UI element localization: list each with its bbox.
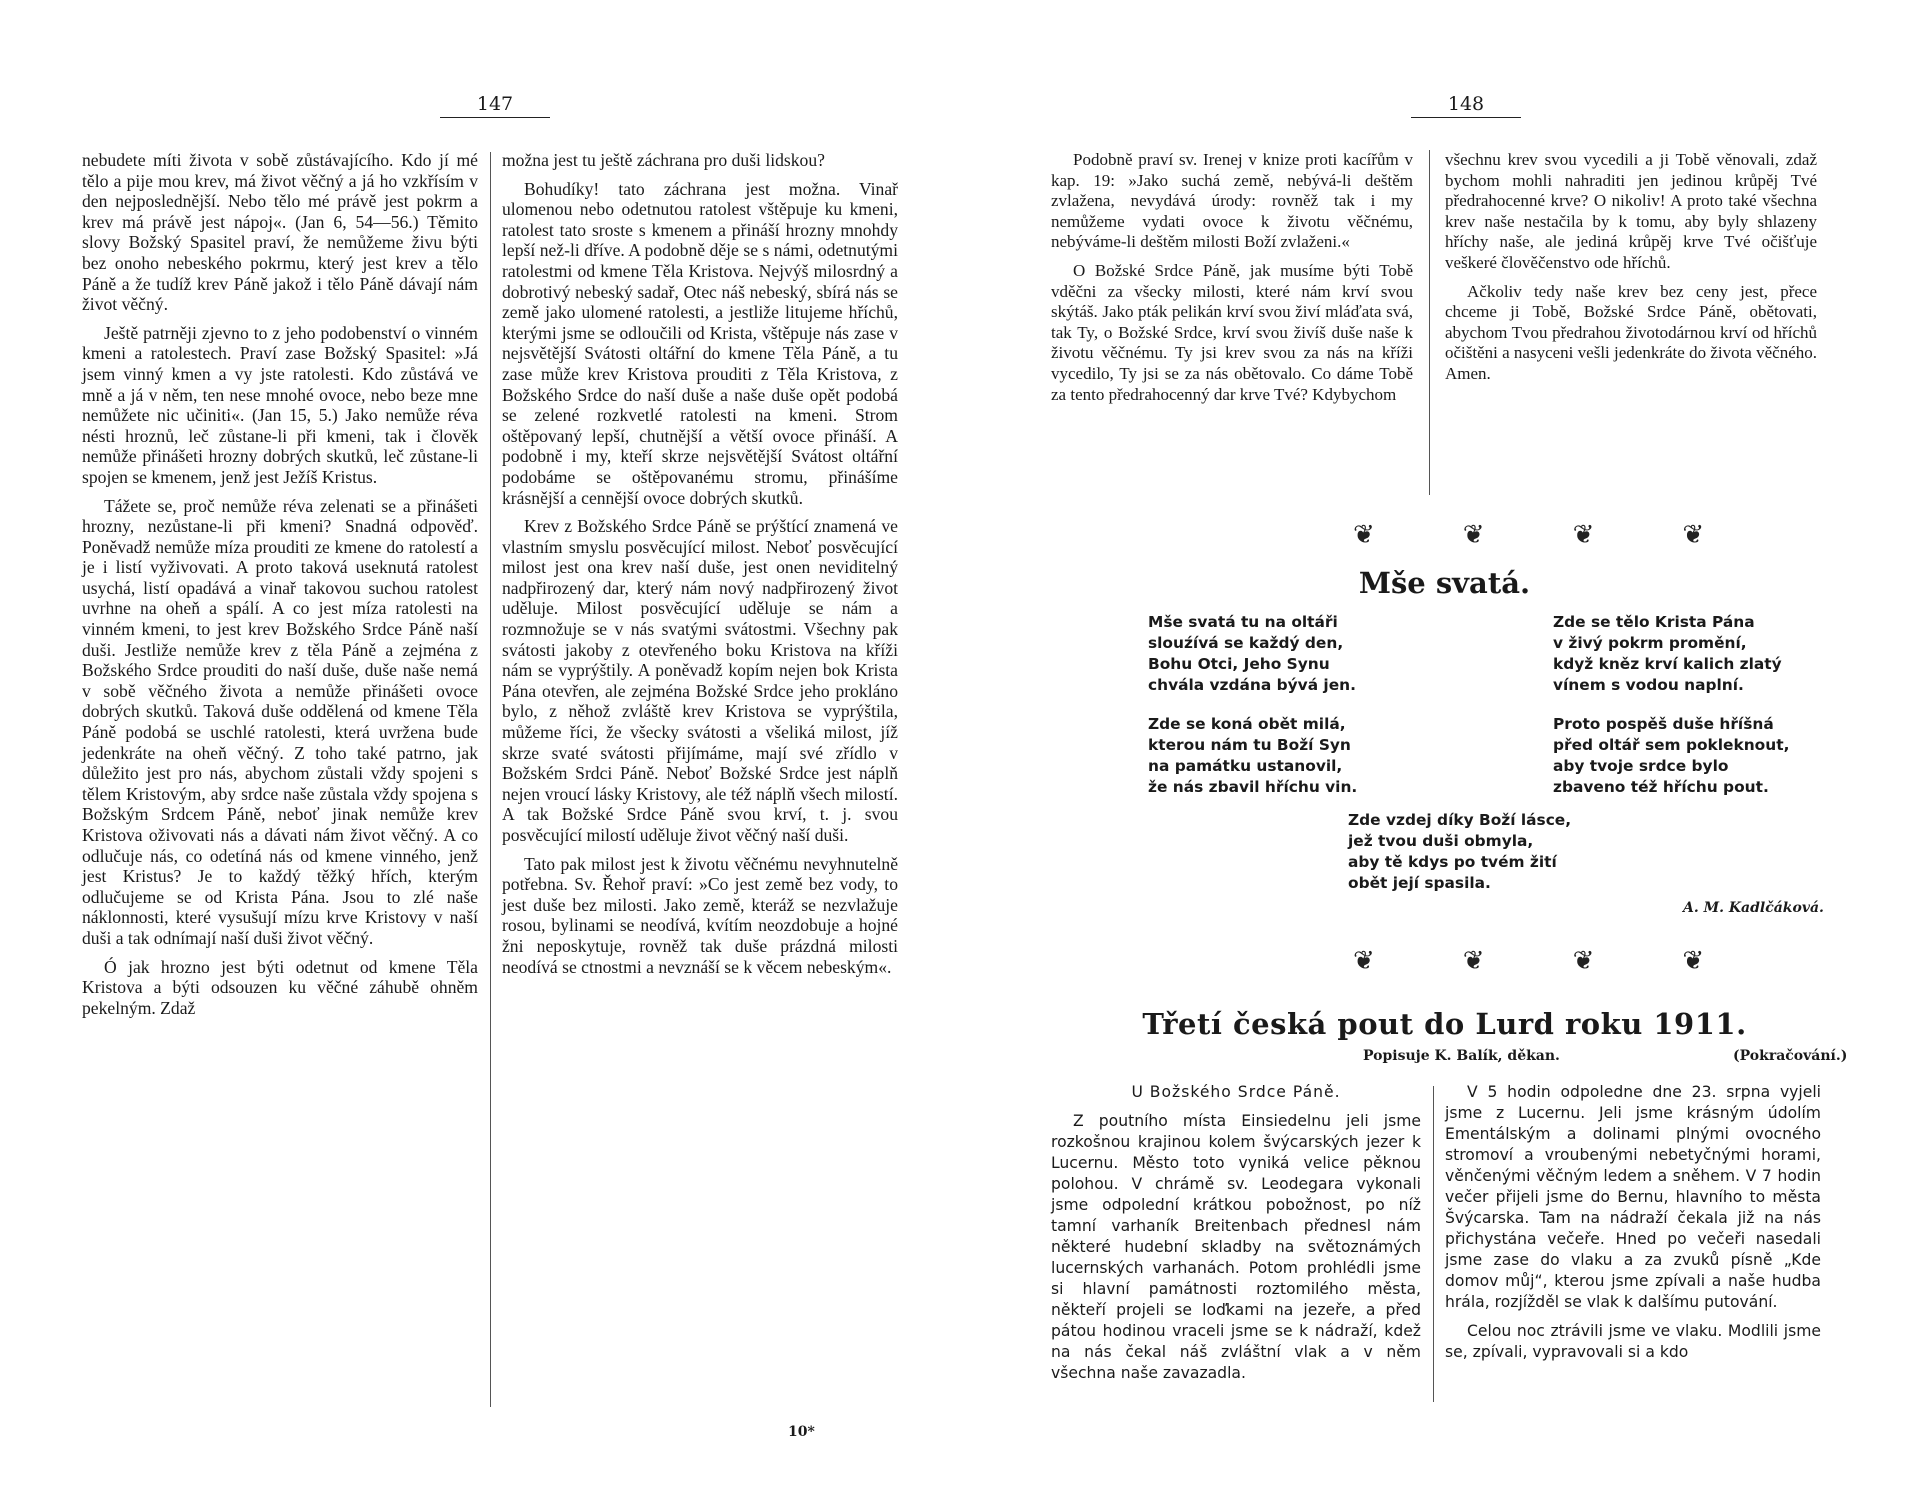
poem-line: slouźívá se každý den, — [1148, 634, 1344, 652]
paragraph: Tato pak milost jest k životu věčnému nevyhnutelně potřebna. Sv. Řehoř praví: »Co jest země bez vody, to jest duše bez milosti. Jako země, kteráž se nezvlažuje rosou, bylinami se neodívá, kvítím neozdobuje a hojné žni neposkytuje, rovněž tak duše prázdná milosti neodívá se ctnostmi a nevznáší se k věcem nebeským«. — [502, 853, 898, 977]
article-byline: Popisuje K. Balík, děkan. — [1363, 1048, 1560, 1064]
ornament-row — [1353, 520, 1792, 550]
signature-mark: 10* — [788, 1424, 815, 1440]
poem-line: obět její spasila. — [1348, 874, 1491, 892]
column-divider — [1429, 150, 1430, 495]
poem-stanza — [1553, 714, 1789, 798]
poem-stanza — [1553, 612, 1782, 696]
poem-line: Zde se koná obět milá, — [1148, 715, 1346, 733]
left-column-2 — [502, 150, 898, 985]
paragraph: Z poutního místa Einsiedelnu jeli jsme rozkošnou krajinou kolem švýcarských jezer k Lucernu. Město toto vyniká velice pěknou polohou. V chrámě sv. Leodegara vykonali jsme odpolední krátkou pobožnost, po níž tamní varhaník Breitenbach přednesl nám některé hudební skladby na světoznámých lucernských varhanách. Potom prohlédli jsme si hlavní památnosti roztomilého města, někteří projeli se loďkami na jezeře, a před pátou hodinou vraceli jsme se k nádraží, kdež na nás čekal náš zvláštní vlak a v něm všechna naše zavazadla. — [1051, 1112, 1421, 1382]
paragraph: možna jest tu ještě záchrana pro duši lidskou? — [502, 150, 825, 170]
paragraph: Bohudíky! tato záchrana jest možna. Vinař ulomenou nebo odetnutou ratolest vštěpuje ku kmeni, ratolest tato sroste s kmenem a přináší hrozny mnohdy lepší než-li dříve. A podobně děje se s námi, odetnutými ratolestmi od kmene Těla Kristova. Nejvýš milosrdný a dobrotivý nebeský sadař, Otec náš nebeský, sbírá nás se země jako ulomené ratolesti, a jestliže litujeme hříchů, kterými jsme se odloučili od Krista, vštěpuje nás zase v nejsvětější Svátosti oltářní do kmene Těla Páně, a tu zase může krev Kristova prouditi z Těla Kristova, z Božského Srdce do naší duše a naše duše opět podobá se zelené rozkvetlé ratolesti na kmeni. Strom oštěpovaný lepší, chutnější a větší ovoce přináší. A podobně i my, kteří skrze nejsvětější Svátost oltářní podobáme se oštěpovanému stromu, přinášíme krásnější a cennější ovoce dobrých skutků. — [502, 178, 898, 508]
heart-ornament-icon: ❦ — [1462, 520, 1529, 550]
right-column-2 — [1445, 150, 1817, 393]
poem-line: jež tvou duši obmyla, — [1348, 832, 1534, 850]
article-continued-note: (Pokračování.) — [1733, 1048, 1848, 1064]
left-column-1 — [82, 150, 478, 1026]
poem-title: Mše svatá. — [1358, 566, 1531, 600]
paragraph: nebudete míti života v sobě zůstávajícího. Kdo jí mé tělo a pije mou krev, má život věčný a já ho vzkřísím v den nejposlednější. Nebo tělo mé právě jest pokrm a krev má právě jest nápoj«. (Jan 6, 54—56.) Těmito slovy Božský Spasitel praví, že nemůžeme živu býti bez onoho nebeského pokrmu, který jest krev a tělo Páně a že tudíž krev Páně jakož i tělo Páně dávají nám život věčný. — [82, 150, 478, 315]
article-column-1 — [1051, 1082, 1421, 1392]
column-divider — [1433, 1086, 1434, 1402]
paragraph: Ačkoliv tedy naše krev bez ceny jest, přece chceme ji Tobě, Božské Srdce Páně, obětovati, abychom Tvou předrahou životodárnou krví od hříchů očištěni a nasyceni vešli jedenkráte do života věčného. Amen. — [1445, 281, 1817, 383]
poem-stanza — [1348, 810, 1571, 894]
ornament-row — [1353, 946, 1792, 976]
poem-line: před oltář sem pokleknout, — [1553, 736, 1790, 754]
heart-ornament-icon: ❦ — [1572, 946, 1639, 976]
heart-ornament-icon: ❦ — [1353, 946, 1419, 976]
poem-stanza — [1148, 612, 1356, 696]
poem-line: Zde se tělo Krista Pána — [1553, 613, 1755, 631]
article-title: Třetí česká pout do Lurd roku 1911. — [1142, 1007, 1747, 1041]
poem-author: A. M. Kadlčáková. — [1683, 900, 1824, 916]
paragraph: Podobně praví sv. Irenej v knize proti kacířům v kap. 19: »Jako suchá země, nebývá-li deštěm zvlažena, nevydává úrody: rovněž tak i my nemůžeme vydati ovoce k životu věčnému, nebýváme-li deštěm milosti Boží zvlaženi.« — [1051, 150, 1413, 252]
paragraph: Krev z Božského Srdce Páně se prýštící znamená ve vlastním smyslu posvěcující milost. Neboť posvěcující milost jest ona krev naší duše, jest onen neviditelný nadpřirozený dar, který nám nový nadpřirozený život uděluje. Milost posvěcující uděluje se nám a rozmnožuje se v nás svatými svátostmi. Všechny pak svátosti jakoby z otevřeného boku Kristova na kříži nám se vyprýštily. A poněvadž kopím nejen bok Krista Pána otevřen, ale zejména Božské Srdce jeho prokláno bylo, z něhož zvláště krev Kristova se vyprýštila, můžeme říci, že všecky svátosti a všeliká milost, jíž skrze svaté svátosti přijímáme, mají své zřídlo v Božském Srdci Páně. Neboť Božské Srdce jest náplň nejen vroucí lásky Kristovy, ale též náplň všech milostí. A tak Božské Srdce Páně svou krví, t. j. svou posvěcující milostí uděluje život věčný naší duši. — [502, 516, 898, 845]
section-heading: U Božského Srdce Páně. — [1131, 1083, 1341, 1101]
poem-line: zbaveno též hříchu pout. — [1553, 778, 1769, 796]
heart-ornament-icon: ❦ — [1353, 520, 1419, 550]
heart-ornament-icon: ❦ — [1572, 520, 1639, 550]
paragraph: všechnu krev svou vycedili a ji Tobě věnovali, zdaž bychom mohli nahraditi jen jedinou krůpěj Tvé předrahocenné krve? O nikoliv! A proto také všechna krev naše nestačila by k tomu, aby byly shlazeny hříchy naše, ale jediná krůpěj krve Tvé očišťuje veškeré člověčenstvo ode hříchů. — [1445, 150, 1817, 272]
poem-line: kterou nám tu Boží Syn — [1148, 736, 1351, 754]
paragraph: Tážete se, proč nemůže réva zelenati se a přinášeti hrozny, nezůstane-li při kmeni? Snadná odpověď. Poněvadž nemůže míza prouditi ze kmene do ratolestí a je i listí vyživovati. A proto taková useknutá ratolest usychá, listí opadává a vinař takovou suchou ratolest uvrhne na oheň a spálí. A co jest míza ratolesti na vinném kmeni, to jest krev Božského Srdce Páně naší duši. Jestliže nemůže krev z těla Páně a zejména z Božského Srdce prouditi do naší duše, duše naše nemá v sobě věčného života a nemůže přinášeti ovoce dobrých skutků. Taková duše oddělená od kmene Těla Páně podobá se uschlé ratolesti, která uvržena bude jedenkráte na oheň věčný. Z toho také patrno, jak důležito jest pro nás, abychom zůstali vždy spojeni s tělem Kristovým, aby srdce naše zůstala vždy spojena s Božským Srdcem Páně, neboť jinak nemůže krev Kristova oživovati nás a dávati nám život věčný. A co odlučuje nás, co odetíná nás od kmene vinného, jenž jest Kristus? Je to každý těžký hřích, kterým odlučujeme se od Krista Pána. Jsou to zlé naše náklonnosti, které vysušují mízu krve Kristovy v naší duši a tak odnímají naší duši život věčný. — [82, 495, 478, 948]
paragraph: Celou noc ztrávili jsme ve vlaku. Modlili jsme se, zpívali, vypravovali si a kdo — [1445, 1322, 1821, 1361]
poem-line: Mše svatá tu na oltáři — [1148, 613, 1338, 631]
paragraph: V 5 hodin odpoledne dne 23. srpna vyjeli jsme z Lucernu. Jeli jsme krásným údolím Ementálským a dolinami plnými ovocného stromoví a vroubenými nebetyčnými horami, věnčenými věčným ledem a sněhem. V 7 hodin večer přijeli jsme do Bernu, hlavního to města Švýcarska. Tam na nádraží čekala již na nás přichystána večeře. Hned po večeři nasedali jsme zase do vlaku a za zvuků písně „Kde domov můj“, kterou jsme zpívali a naše hudba hrála, rozjížděl se vlak k dalšímu putování. — [1445, 1083, 1821, 1311]
heart-ornament-icon: ❦ — [1462, 946, 1529, 976]
paragraph: Ještě patrněji zjevno to z jeho podobenství o vinném kmeni a ratolestech. Praví zase Božský Spasitel: »Já jsem vinný kmen a vy jste ratolesti. Kdo zůstává ve mně a já v něm, ten nese mnohé ovoce, nebo beze mne nemůžete nic učiniti«. (Jan 15, 5.) Jako nemůže réva nésti hroznů, leč zůstane-li při kmeni, tak i člověk nemůže přinášeti hrozny dobrých skutků, leč zůstane-li spojen se kmenem, jenž jest Ježíš Kristus. — [82, 322, 478, 487]
poem-stanza — [1148, 714, 1357, 798]
page-number: 148 — [1411, 93, 1521, 118]
article-column-2 — [1445, 1082, 1821, 1371]
poem-line: že nás zbavil hříchu vin. — [1148, 778, 1358, 796]
poem-line: v živý pokrm promění, — [1553, 634, 1747, 652]
poem-line: Proto pospěš duše hříšná — [1553, 715, 1774, 733]
poem-line: na památku ustanovil, — [1148, 757, 1343, 775]
poem-line: aby tě kdys po tvém žití — [1348, 853, 1557, 871]
poem-line: vínem s vodou naplní. — [1553, 676, 1744, 694]
poem-line: Bohu Otci, Jeho Synu — [1148, 655, 1330, 673]
paragraph: Ó jak hrozno jest býti odetnut od kmene Těla Kristova a býti odsouzen ku věčné záhubě ohněm pekelným. Zdaž — [82, 956, 478, 1018]
poem-line: Zde vzdej díky Boží lásce, — [1348, 811, 1572, 829]
right-column-1 — [1051, 150, 1413, 413]
column-divider — [490, 152, 491, 1407]
poem-line: chvála vzdána bývá jen. — [1148, 676, 1356, 694]
heart-ornament-icon: ❦ — [1682, 946, 1749, 976]
right-page — [963, 0, 1926, 1500]
paragraph: O Božské Srdce Páně, jak musíme býti Tobě vděčni za všecky milosti, které nám krví svou skýtáš. Jako pták pelikán krví svou živí mláďata svá, tak Ty, o Božské Srdce, krví svou živíš duše naše k životu věčnému. Ty jsi krev svou za nás na kříži vycedilo, Ty jsi se za nás obětovalo. Co dáme Tobě za tento předrahocenný dar krve Tvé? Kdybychom — [1051, 260, 1413, 404]
poem-line: aby tvoje srdce bylo — [1553, 757, 1729, 775]
heart-ornament-icon: ❦ — [1682, 520, 1749, 550]
poem-line: když kněz krví kalich zlatý — [1553, 655, 1782, 673]
page-number: 147 — [440, 93, 550, 118]
